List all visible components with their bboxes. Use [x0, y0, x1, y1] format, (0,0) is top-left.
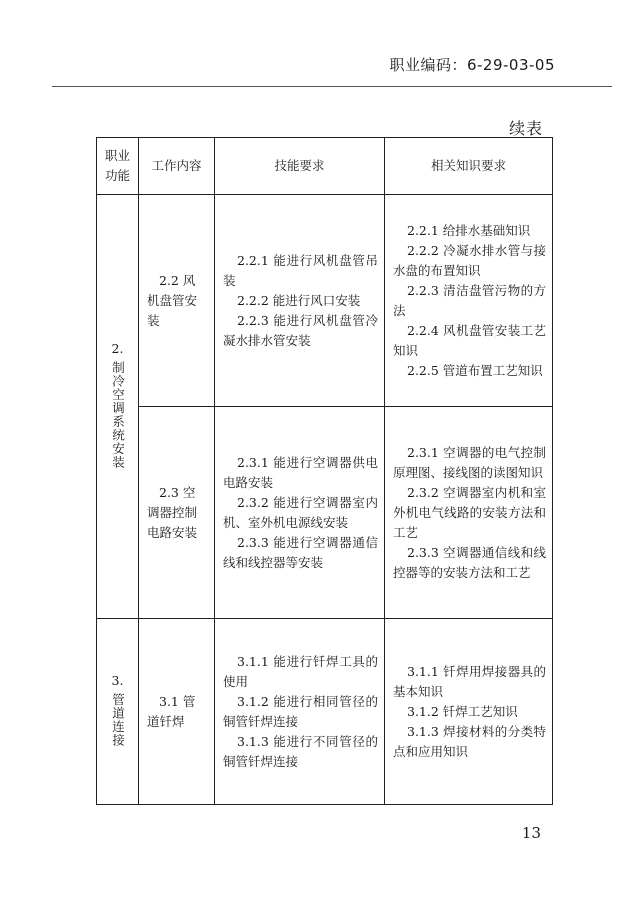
skill-item: 2.3.1 能进行空调器供电电路安装: [223, 454, 378, 490]
header-skills: 技能要求: [215, 138, 385, 195]
knowledge-item: 2.3.1 空调器的电气控制原理图、接线图的读图知识: [393, 444, 546, 480]
work-content: 2.2 风机盘管安装: [147, 272, 198, 328]
function-name: 制冷空调系统安装: [110, 360, 126, 469]
function-cell: [97, 619, 139, 805]
skills-cell: [215, 619, 385, 805]
skill-item: 3.1.1 能进行钎焊工具的使用: [223, 653, 378, 689]
knowledge-cell: [385, 195, 553, 407]
function-cell: [97, 195, 139, 619]
header-content: 工作内容: [139, 138, 215, 195]
knowledge-item: 3.1.1 钎焊用焊接器具的基本知识: [393, 663, 546, 699]
page-number: 13: [521, 824, 541, 842]
skill-item: 2.3.2 能进行空调器室内机、室外机电源线安装: [223, 494, 378, 530]
knowledge-item: 2.2.5 管道布置工艺知识: [407, 362, 543, 378]
knowledge-item: 2.2.2 冷凝水排水管与接水盘的布置知识: [393, 242, 546, 278]
skills-table: [96, 137, 553, 805]
function-number: 3.: [111, 672, 124, 688]
work-content-cell: [139, 195, 215, 407]
knowledge-item: 3.1.2 钎焊工艺知识: [407, 703, 518, 719]
knowledge-item: 2.3.3 空调器通信线和线控器等的安装方法和工艺: [393, 544, 546, 580]
skill-item: 2.2.3 能进行风机盘管冷凝水排水管安装: [223, 312, 378, 348]
skill-item: 2.2.2 能进行风口安装: [237, 292, 361, 308]
header-knowledge: 相关知识要求: [385, 138, 553, 195]
skills-cell: [215, 407, 385, 619]
knowledge-item: 2.3.2 空调器室内机和室外机电气线路的安装方法和工艺: [393, 484, 546, 540]
work-content-cell: [139, 619, 215, 805]
skill-item: 2.3.3 能进行空调器通信线和线控器等安装: [223, 534, 378, 570]
table-header-row: [97, 138, 553, 195]
knowledge-cell: [385, 619, 553, 805]
knowledge-item: 3.1.3 焊接材料的分类特点和应用知识: [393, 723, 546, 759]
knowledge-item: 2.2.3 清洁盘管污物的方法: [393, 282, 546, 318]
knowledge-item: 2.2.4 风机盘管安装工艺知识: [393, 322, 546, 358]
skill-item: 2.2.1 能进行风机盘管吊装: [223, 252, 378, 288]
header-function: 职业 功能: [97, 138, 139, 195]
header-divider: [52, 86, 612, 87]
function-name: 管道连接: [110, 692, 126, 747]
table-row: [97, 619, 553, 805]
knowledge-item: 2.2.1 给排水基础知识: [407, 222, 531, 238]
function-number: 2.: [111, 340, 124, 356]
skill-item: 3.1.3 能进行不同管径的铜管钎焊连接: [223, 733, 378, 769]
work-content: 2.3 空调器控制电路安装: [147, 484, 198, 540]
job-code: 职业编码：6-29-03-05: [389, 56, 555, 74]
work-content-cell: [139, 407, 215, 619]
skill-item: 3.1.2 能进行相同管径的铜管钎焊连接: [223, 693, 378, 729]
skills-cell: [215, 195, 385, 407]
table-row: [97, 195, 553, 407]
table-row: [97, 407, 553, 619]
knowledge-cell: [385, 407, 553, 619]
work-content: 3.1 管道钎焊: [147, 693, 196, 729]
continued-label: 续表: [508, 119, 543, 138]
